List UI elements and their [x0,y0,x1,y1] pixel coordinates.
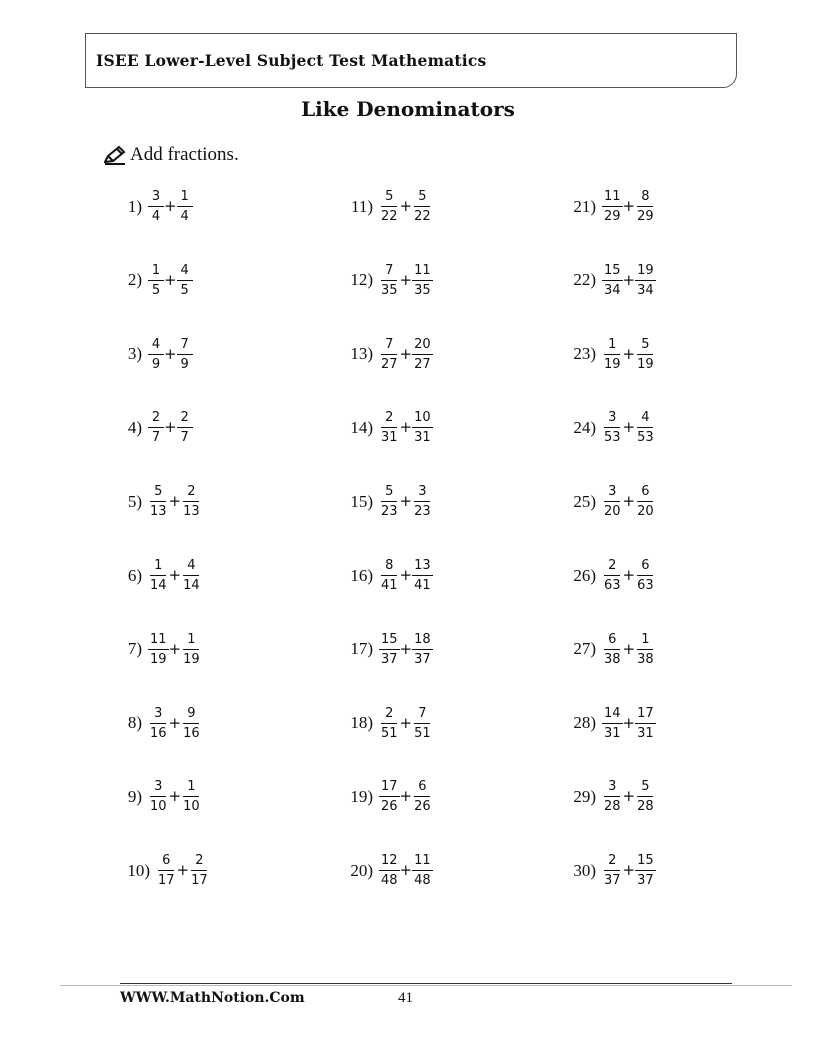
denominator: 63 [637,578,654,593]
denominator: 7 [151,430,161,446]
plus-sign: + [168,639,182,658]
denominator: 31 [381,430,398,446]
problem-item [343,707,433,740]
fraction [379,485,400,518]
numerator: 1 [177,190,193,207]
problem-item [120,485,202,518]
plus-sign: + [399,418,413,437]
fraction [379,264,400,297]
numerator: 2 [177,411,193,428]
problem-number: 20) [350,860,373,880]
numerator: 3 [414,485,430,502]
numerator: 5 [637,338,653,355]
plus-sign: + [164,270,177,289]
fraction [148,411,164,444]
fraction [148,780,169,813]
problem-item [120,854,210,887]
denominator: 17 [158,873,175,889]
problem-item [343,780,433,813]
plus-sign: + [164,344,177,363]
fraction [379,707,400,740]
fraction [635,190,656,223]
numerator: 6 [158,854,174,871]
plus-sign: + [399,639,413,658]
denominator: 41 [414,578,431,593]
denominator: 23 [414,504,431,520]
plus-sign: + [622,861,636,880]
plus-sign: + [399,861,413,880]
fraction [412,559,433,592]
plus-sign: + [176,861,190,880]
problem-number: 1) [127,196,142,216]
denominator: 5 [180,282,189,298]
denominator: 10 [150,799,167,815]
numerator: 15 [635,854,656,871]
plus-sign: + [168,566,182,584]
fraction [148,559,169,592]
denominator: 48 [381,873,398,889]
denominator: 14 [183,578,200,593]
problem-number: 18) [350,713,373,733]
fraction [181,707,202,740]
problem-number: 25) [573,491,596,511]
problem-item [120,707,202,740]
denominator: 9 [180,356,189,372]
fraction [635,264,656,297]
fraction [602,854,623,887]
fraction [635,707,656,740]
problem-item [566,854,656,887]
denominator: 63 [604,578,621,593]
page-number: 41 [398,990,413,1006]
denominator: 37 [414,651,431,667]
plus-sign: + [399,492,413,511]
denominator: 22 [414,209,431,224]
numerator: 17 [635,707,656,724]
numerator: 17 [379,780,400,797]
header-box [85,33,737,88]
fraction [602,338,623,371]
fraction [148,485,169,518]
numerator: 6 [637,559,653,576]
problem-item [343,190,433,223]
numerator: 14 [602,707,623,724]
fraction [602,485,623,518]
numerator: 20 [412,338,433,355]
numerator: 7 [414,707,430,724]
fraction [602,411,623,444]
fraction [602,190,623,223]
fraction [602,633,623,666]
numerator: 5 [414,190,430,207]
denominator: 4 [151,209,161,224]
fraction [412,485,433,518]
problem-item [120,411,193,444]
problem-item [343,338,433,371]
numerator: 13 [412,559,433,576]
problem-item [120,780,202,813]
numerator: 2 [604,854,620,871]
denominator: 7 [180,430,189,446]
fraction [602,559,623,592]
problem-number: 6) [127,565,142,585]
denominator: 19 [604,356,621,372]
problem-item [120,264,193,297]
denominator: 19 [150,651,167,667]
denominator: 35 [381,282,398,298]
numerator: 8 [637,190,653,207]
denominator: 14 [150,578,167,593]
numerator: 6 [604,633,620,650]
numerator: 11 [148,633,169,650]
fraction [148,190,164,223]
problem-number: 3) [127,344,142,364]
problem-item [120,559,202,592]
problem-number: 15) [350,491,373,511]
problem-number: 23) [573,344,596,364]
numerator: 3 [604,411,620,428]
denominator: 20 [604,504,621,520]
numerator: 7 [381,338,397,355]
fraction [148,338,164,371]
fraction [635,338,656,371]
numerator: 2 [604,559,620,576]
problem-item [120,190,193,223]
denominator: 37 [381,651,398,667]
footer-divider [120,983,732,984]
denominator: 53 [637,430,654,446]
problem-number: 8) [127,713,142,733]
numerator: 2 [183,485,199,502]
denominator: 28 [637,799,654,815]
denominator: 26 [414,799,431,815]
fraction [148,633,169,666]
denominator: 26 [381,799,398,815]
problem-number: 28) [573,713,596,733]
fraction [602,780,623,813]
numerator: 1 [637,633,653,650]
denominator: 27 [381,356,398,372]
numerator: 1 [183,780,199,797]
fraction [379,190,400,223]
problem-item [566,190,656,223]
plus-sign: + [622,344,636,363]
fraction [412,854,433,887]
numerator: 11 [602,190,623,207]
fraction [412,264,433,297]
numerator: 7 [381,264,397,281]
numerator: 4 [183,559,199,576]
problem-item [343,485,433,518]
instruction-text: Add fractions. [130,144,239,165]
problem-item [343,264,433,297]
plus-sign: + [168,787,182,806]
denominator: 9 [151,356,161,372]
fraction [379,338,400,371]
plus-sign: + [399,270,413,289]
denominator: 29 [604,209,621,224]
denominator: 4 [180,209,189,224]
denominator: 16 [150,725,167,741]
fraction [412,411,433,444]
denominator: 31 [604,725,621,741]
problem-item [343,633,433,666]
problem-item [566,633,656,666]
numerator: 12 [379,854,400,871]
fraction [635,633,656,666]
denominator: 13 [150,504,167,520]
numerator: 4 [637,411,653,428]
fraction [379,780,400,813]
denominator: 31 [414,430,431,446]
problem-number: 14) [350,417,373,437]
plus-sign: + [399,713,413,732]
fraction [412,707,433,740]
plus-sign: + [622,197,636,215]
problem-item [343,411,433,444]
header-title: ISEE Lower-Level Subject Test Mathematics [96,51,487,70]
plus-sign: + [164,197,177,215]
denominator: 34 [604,282,621,298]
problem-item [566,780,656,813]
problem-number: 27) [573,639,596,659]
problem-number: 17) [350,639,373,659]
problem-item [120,338,193,371]
problem-number: 21) [573,196,596,216]
fraction [181,633,202,666]
problem-item [566,411,656,444]
denominator: 53 [604,430,621,446]
plus-sign: + [622,713,636,732]
denominator: 16 [183,725,200,741]
page-title: Like Denominators [301,97,515,121]
problem-number: 9) [127,786,142,806]
problem-number: 22) [573,270,596,290]
instruction [104,144,239,166]
numerator: 1 [148,264,164,281]
problem-number: 19) [350,786,373,806]
problem-number: 13) [350,344,373,364]
numerator: 2 [148,411,164,428]
problem-number: 12) [350,270,373,290]
numerator: 3 [150,780,166,797]
problem-item [566,264,656,297]
problem-item [566,485,656,518]
plus-sign: + [399,566,413,584]
fraction [379,411,400,444]
fraction [635,854,656,887]
fraction [379,854,400,887]
fraction [156,854,177,887]
plus-sign: + [622,492,636,511]
denominator: 23 [381,504,398,520]
plus-sign: + [168,492,182,511]
fraction [602,707,623,740]
problem-number: 24) [573,417,596,437]
numerator: 19 [635,264,656,281]
problem-number: 4) [127,417,142,437]
numerator: 5 [381,190,397,207]
plus-sign: + [622,566,636,584]
fraction [412,633,433,666]
fraction [181,780,202,813]
fraction [177,411,193,444]
fraction [148,707,169,740]
fraction [412,338,433,371]
denominator: 27 [414,356,431,372]
problem-item [343,854,433,887]
problem-number: 10) [127,860,150,880]
plus-sign: + [622,270,636,289]
numerator: 1 [183,633,199,650]
fraction [177,190,193,223]
denominator: 38 [637,651,654,667]
denominator: 38 [604,651,621,667]
plus-sign: + [168,713,182,732]
denominator: 28 [604,799,621,815]
numerator: 2 [381,411,397,428]
problem-item [120,633,202,666]
denominator: 48 [414,873,431,889]
fraction [177,338,193,371]
plus-sign: + [622,639,636,658]
footer-divider-light [60,985,792,986]
numerator: 3 [150,707,166,724]
denominator: 51 [381,725,398,741]
problem-number: 29) [573,786,596,806]
plus-sign: + [399,787,413,806]
denominator: 41 [381,578,398,593]
problem-item [343,559,433,592]
problem-number: 5) [127,491,142,511]
fraction [148,264,164,297]
denominator: 51 [414,725,431,741]
fraction [412,780,433,813]
pencil-icon [104,145,126,165]
plus-sign: + [164,418,177,437]
denominator: 22 [381,209,398,224]
problem-item [566,338,656,371]
plus-sign: + [622,418,636,437]
fraction [635,411,656,444]
problem-number: 2) [127,270,142,290]
footer-site: WWW.MathNotion.Com [120,990,305,1006]
numerator: 5 [637,780,653,797]
fraction [412,190,433,223]
denominator: 37 [637,873,654,889]
numerator: 2 [191,854,207,871]
numerator: 6 [637,485,653,502]
problem-number: 26) [573,565,596,585]
numerator: 3 [604,780,620,797]
fraction [177,264,193,297]
numerator: 8 [381,559,397,576]
denominator: 20 [637,504,654,520]
fraction [635,485,656,518]
problem-number: 30) [573,860,596,880]
numerator: 10 [412,411,433,428]
numerator: 7 [177,338,193,355]
numerator: 15 [602,264,623,281]
problem-item [566,559,656,592]
numerator: 1 [150,559,166,576]
denominator: 19 [183,651,200,667]
fraction [379,633,400,666]
numerator: 1 [604,338,620,355]
numerator: 2 [381,707,397,724]
fraction [379,559,400,592]
denominator: 34 [637,282,654,298]
problem-number: 11) [350,196,373,216]
numerator: 5 [150,485,166,502]
fraction [602,264,623,297]
numerator: 3 [604,485,620,502]
denominator: 37 [604,873,621,889]
fraction [181,559,202,592]
denominator: 35 [414,282,431,298]
denominator: 19 [637,356,654,372]
denominator: 29 [637,209,654,224]
numerator: 4 [148,338,164,355]
fraction [189,854,210,887]
numerator: 9 [183,707,199,724]
numerator: 15 [379,633,400,650]
problem-number: 16) [350,565,373,585]
plus-sign: + [399,344,413,363]
denominator: 10 [183,799,200,815]
numerator: 11 [412,854,433,871]
fraction [635,559,656,592]
numerator: 11 [412,264,433,281]
denominator: 5 [151,282,161,298]
denominator: 17 [191,873,208,889]
problem-number: 7) [127,639,142,659]
numerator: 3 [148,190,164,207]
fraction [635,780,656,813]
plus-sign: + [399,197,413,215]
denominator: 31 [637,725,654,741]
problem-item [566,707,656,740]
numerator: 18 [412,633,433,650]
numerator: 4 [177,264,193,281]
plus-sign: + [622,787,636,806]
denominator: 13 [183,504,200,520]
fraction [181,485,202,518]
numerator: 5 [381,485,397,502]
numerator: 6 [414,780,430,797]
